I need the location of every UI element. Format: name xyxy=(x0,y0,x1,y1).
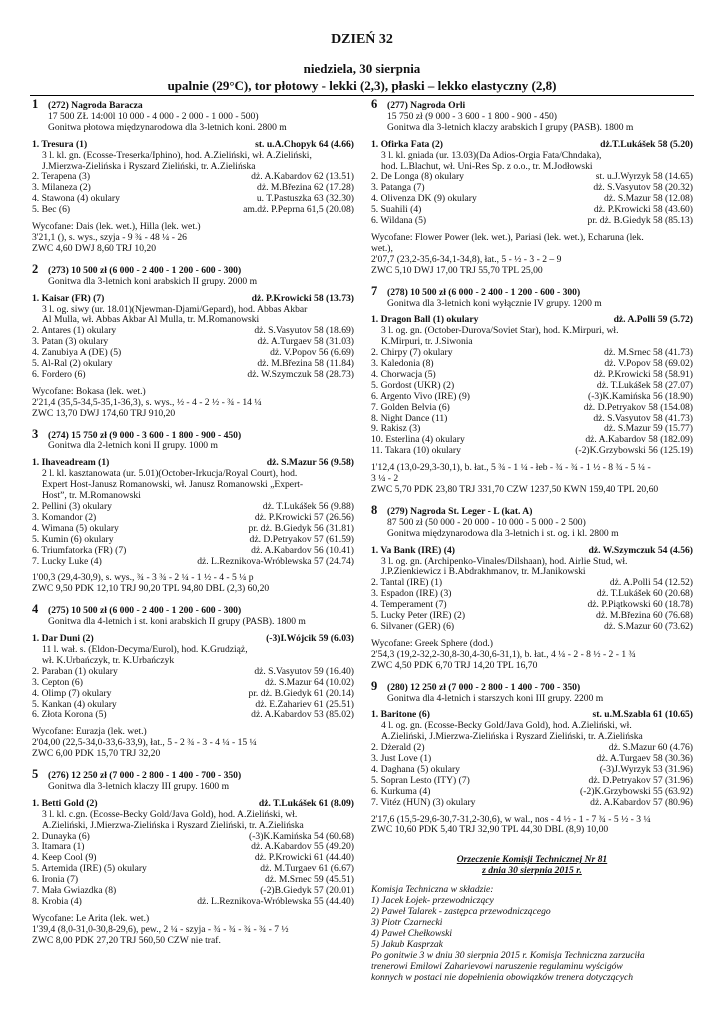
winner-description: A.Zieliński, J.Mierzwa-Zielińska i Ryszard Zieliński, tr. A.Zielińska xyxy=(42,819,304,831)
jockey-info: dż. D.Petryakov 58 (154.08) xyxy=(583,401,693,413)
result-footer-line: 1'00,3 (29,4-30,9), s. wys., ¾ - 3 ¾ - 2 ¼ - 1 ½ - 4 - 5 ¼ p xyxy=(32,572,254,584)
horse-name: 6. Kurkuma (4) xyxy=(371,785,431,797)
commission-line: 5) Jakub Kasprzak xyxy=(371,939,443,951)
jockey-info: st. u.A.Chopyk 64 (4.66) xyxy=(255,138,354,150)
horse-name: 2. Terapena (3) xyxy=(32,171,91,183)
horse-name: 4. Zanubiya A (DE) (5) xyxy=(32,347,122,359)
race-info-line: Gonitwa dla 4-letnich i starszych koni III grupy. 2200 m xyxy=(387,692,604,704)
horse-name: 5. Suahili (4) xyxy=(371,204,422,216)
horse-name: 3. Espadon (IRE) (3) xyxy=(371,588,452,600)
jockey-info: dż. L.Reznikova-Wróblewska 55 (44.40) xyxy=(197,896,354,907)
horse-name: 4. Temperament (7) xyxy=(371,599,447,611)
commission-line: trenerowi Emilowi Zaharievowi naruszenie regulaminu wyścigów xyxy=(371,961,623,973)
jockey-info: dż. S.Mazur 60 (73.62) xyxy=(604,620,693,632)
winner-description: A.Zieliński, J.Mierzwa-Zielińska i Ryszard Zieliński, tr. A.Zielińska xyxy=(381,731,643,743)
horse-name: 5. Kankan (4) okulary xyxy=(32,698,117,710)
horse-name: 2. Pellini (3) okulary xyxy=(32,501,112,512)
winner-description: Al Mulla, wł. Abbas Akbar Al Mulla, tr. M.Romanowski xyxy=(42,314,260,326)
result-footer-line: ZWC 4,60 DWJ 8,60 TRJ 10,20 xyxy=(32,242,157,254)
result-footer-line: ZWC 10,60 PDK 5,40 TRJ 32,90 TPL 44,30 DBL (8,9) 10,00 xyxy=(371,824,609,836)
header-rule xyxy=(30,95,694,96)
commission-line: konnych w postaci nie dopełnienia obowiązków trenera dotyczących xyxy=(371,972,634,984)
horse-name: 1. Ihaveadream (1) xyxy=(32,457,110,469)
horse-name: 2. Antares (1) okulary xyxy=(32,325,117,337)
jockey-info: dż. M.Srnec 59 (45.51) xyxy=(265,874,354,886)
race-header xyxy=(32,261,354,277)
race-info-line: Gonitwa dla 3-letnich koni arabskich II grupy. 2000 m xyxy=(48,275,258,287)
jockey-info: dż. M.Březina 58 (11.84) xyxy=(257,358,354,370)
jockey-info: dż. P.Krowicki 58 (13.73) xyxy=(251,292,354,304)
jockey-info: dż. D.Petryakov 57 (31.96) xyxy=(588,774,693,786)
result-footer-line: wet.), xyxy=(371,242,393,254)
race-info-line: Gonitwa dla 3-letnich klaczy III grupy. 1600 m xyxy=(48,780,230,792)
horse-name: 5. Artemida (IRE) (5) okulary xyxy=(32,863,147,875)
jockey-info: dż. M.Březina 62 (17.28) xyxy=(257,182,354,194)
right-column xyxy=(371,99,693,983)
horse-name: 2. Dunayka (6) xyxy=(32,830,90,842)
page-header xyxy=(0,32,724,94)
jockey-info: dż. A.Kabardov 62 (13.51) xyxy=(251,171,354,183)
winner-description: hod. L.Blachut, wł. Uni-Res Sp. z o.o., tr. M.Jodłowski xyxy=(381,160,593,172)
placed-row xyxy=(32,546,354,557)
horse-name: 5. Kumin (6) okulary xyxy=(32,533,114,545)
placed-row xyxy=(32,897,354,908)
race-header xyxy=(371,678,693,694)
horse-name: 4. Daghana (5) okulary xyxy=(371,763,460,775)
jockey-info: dż. S.Mazur 60 (4.76) xyxy=(608,742,693,754)
horse-name: 5. Lucky Peter (IRE) (2) xyxy=(371,610,466,622)
horse-name: 3. Patan (3) okulary xyxy=(32,336,109,348)
jockey-info: dż. A.Polli 59 (5.72) xyxy=(613,314,693,326)
race-number: 5 xyxy=(32,767,39,782)
jockey-info: (-3)I.Wójcik 59 (6.03) xyxy=(266,633,354,645)
jockey-info: dż. T.Lukášek 58 (27.07) xyxy=(596,379,693,391)
horse-name: 1. Tresura (1) xyxy=(32,138,88,150)
race-block xyxy=(32,604,354,760)
jockey-info: st. u.M.Szabla 61 (10.65) xyxy=(592,709,693,721)
result-footer-line: 1'39,4 (8,0-31,0-30,8-29,6), pew., 2 ¼ - szyja - ¾ - ¾ - ¾ - ¾ - 7 ½ xyxy=(32,923,289,935)
race-block xyxy=(32,99,354,255)
jockey-info: dż. V.Popov 58 (69.02) xyxy=(604,358,693,370)
winner-row xyxy=(371,546,693,557)
jockey-info: dż. S.Mazur 59 (15.77) xyxy=(604,423,693,435)
jockey-info: dż. P.Krowicki 61 (44.40) xyxy=(254,852,354,864)
race-block xyxy=(32,426,354,596)
horse-name: 2. Paraban (1) okulary xyxy=(32,665,118,677)
jockey-info: (-3)K.Kamińska 56 (18.90) xyxy=(588,390,693,402)
commission-line: 2) Paweł Talarek - zastępca przewodniczącego xyxy=(371,906,551,918)
result-footer-line: Wycofane: Bokasa (lek. wet.) xyxy=(32,385,146,397)
winner-description: 3 l. kl. c.gn. (Ecosse-Becky Gold/Java Gold), hod. A.Zieliński, wł. xyxy=(42,808,298,820)
horse-name: 3. Cepton (6) xyxy=(32,676,83,688)
horse-name: 1. Kaisar (FR) (7) xyxy=(32,292,105,304)
placed-row xyxy=(371,446,693,457)
horse-name: 3. Just Love (1) xyxy=(371,753,432,765)
horse-name: 5. Bec (6) xyxy=(32,204,71,216)
result-footer-line: Wycofane: Dais (lek. wet.), Hilla (lek. wet.) xyxy=(32,221,201,233)
winner-description: 3 l. og. gn. (October-Durova/Soviet Star), hod. K.Mirpuri, wł. xyxy=(381,325,619,337)
race-title: (277) Nagroda Orli xyxy=(387,100,466,111)
jockey-info: dż. S.Mazur 58 (12.08) xyxy=(604,193,693,205)
race-header xyxy=(371,283,693,299)
commission-title: Orzeczenie Komisji Technicznej Nr 81 xyxy=(456,854,608,866)
race-title: (276) 12 250 zł (7 000 - 2 800 - 1 400 - 700 - 350) xyxy=(48,770,242,782)
result-footer-line: Wycofane: Greek Sphere (dod.) xyxy=(371,637,493,649)
race-header xyxy=(32,769,354,782)
race-number: 2 xyxy=(32,261,39,276)
commission-block xyxy=(371,854,693,983)
horse-name: 3. Itamara (1) xyxy=(32,841,85,853)
race-info-line: Gonitwa dla 4-letnich i st. koni arabskich II grupy (PASB). 1800 m xyxy=(48,616,306,628)
jockey-info: dż. T.Lukášek 56 (9.88) xyxy=(262,501,354,512)
race-info-line: Gonitwa dla 3-letnich koni wyłącznie IV grupy. 1200 m xyxy=(387,297,602,309)
placed-row xyxy=(371,622,693,633)
placed-row xyxy=(371,403,693,414)
jockey-info: dż. A.Kabardov 57 (80.96) xyxy=(590,796,693,808)
result-footer-line: 3 ¼ - 2 xyxy=(371,473,399,485)
jockey-info: dż. T.Lukášek 60 (20.68) xyxy=(596,588,693,600)
jockey-info: dż. S.Vasyutov 58 (20.32) xyxy=(593,182,693,194)
race-title: (272) Nagroda Baracza xyxy=(48,100,143,111)
jockey-info: dż. S.Vasyutov 58 (18.69) xyxy=(254,325,354,337)
result-footer-line: ZWC 6,00 PDK 15,70 TRJ 32,20 xyxy=(32,748,161,760)
jockey-info: dż. P.Krowicki 58 (58.91) xyxy=(593,368,693,380)
horse-name: 3. Kaledonia (8) xyxy=(371,358,434,370)
race-info-line: 87 500 zł (50 000 - 20 000 - 10 000 - 5 000 - 2 500) xyxy=(387,516,586,528)
race-block xyxy=(371,283,693,496)
conditions-line: upalnie (29°C), tor płotowy - lekki (2,3), płaski – lekko elastyczny (2,8) xyxy=(167,78,557,93)
horse-name: 9. Rakisz (3) xyxy=(371,423,421,435)
winner-description: Host”, tr. M.Romanowski xyxy=(42,490,141,502)
result-footer-line: ZWC 4,50 PDK 6,70 TRJ 14,20 TPL 16,70 xyxy=(371,659,538,671)
result-footer-line: ZWC 5,70 PDK 23,80 TRJ 331,70 CZW 1237,50 KWN 159,40 TPL 20,60 xyxy=(371,484,659,495)
result-footer-line: Wycofane: Flower Power (lek. wet.), Pariasi (lek. wet.), Echaruna (lek. xyxy=(371,231,644,243)
jockey-info: st. u.J.Wyrzyk 58 (14.65) xyxy=(595,171,693,183)
horse-name: 4. Olivenza DK (9) okulary xyxy=(371,193,477,205)
day-title: DZIEŃ 32 xyxy=(331,32,393,47)
result-footer-line: Wycofane: Le Arita (lek. wet.) xyxy=(32,912,150,924)
horse-name: 10. Esterlina (4) okulary xyxy=(371,434,465,446)
jockey-info: dż. L.Reznikova-Wróblewska 57 (24.74) xyxy=(197,555,354,567)
horse-name: 2. Dżerald (2) xyxy=(371,742,425,754)
commission-subtitle: z dnia 30 sierpnia 2015 r. xyxy=(482,865,582,877)
winner-description: 2 l. kl. kasztanowata (ur. 5.01)(October-Irkucja/Royal Court), hod. xyxy=(42,468,298,480)
race-number: 3 xyxy=(32,426,39,441)
jockey-info: dż. P.Krowicki 57 (26.56) xyxy=(254,511,354,523)
race-title: (280) 12 250 zł (7 000 - 2 800 - 1 400 - 700 - 350) xyxy=(387,681,581,693)
race-number: 9 xyxy=(371,678,378,693)
race-info-line: 15 750 zł (9 000 - 3 600 - 1 800 - 900 - 450) xyxy=(387,110,557,122)
horse-name: 8. Night Dance (11) xyxy=(371,412,448,424)
race-info-line: Gonitwa płotowa międzynarodowa dla 3-letnich koni. 2800 m xyxy=(48,121,287,133)
result-footer-line: ZWC 9,50 PDK 12,10 TRJ 90,20 TPL 94,80 DBL (2,3) 60,20 xyxy=(32,583,270,595)
winner-description: 3 l. og. gn. (Archipenko-Vinales/Dilshaan), hod. Airlie Stud, wł. xyxy=(381,555,628,567)
jockey-info: dż. A.Kabardov 58 (182.09) xyxy=(585,434,693,446)
race-block xyxy=(32,261,354,420)
winner-description: wł. K.Urbańczyk, tr. K.Urbańczyk xyxy=(42,654,175,666)
jockey-info: dż. A.Polli 54 (12.52) xyxy=(609,577,693,589)
placed-row xyxy=(371,216,693,227)
result-footer-line: ZWC 5,10 DWJ 17,00 TRJ 55,70 TPL 25,00 xyxy=(371,264,543,276)
horse-name: 6. Wildana (5) xyxy=(371,215,427,227)
commission-line: Komisja Techniczna w składzie: xyxy=(371,884,494,896)
jockey-info: (-3)K.Kamińska 54 (60.68) xyxy=(249,830,354,842)
horse-name: 3. Patanga (7) xyxy=(371,182,425,194)
commission-line: 3) Piotr Czarnecki xyxy=(371,917,443,929)
winner-description: 3 l. kl. gniada (ur. 13.03)(Da Adios-Orgia Fata/Chndaka), xyxy=(381,149,602,161)
horse-name: 7. Vitéz (HUN) (3) okulary xyxy=(371,796,476,808)
jockey-info: dż.T.Lukášek 58 (5.20) xyxy=(600,138,693,150)
jockey-info: (-2)B.Giedyk 57 (20.01) xyxy=(260,885,354,897)
race-title: (275) 10 500 zł (6 000 - 2 400 - 1 200 - 600 - 300) xyxy=(48,605,242,617)
horse-name: 6. Fordero (6) xyxy=(32,368,86,380)
jockey-info: dż. S.Vasyutov 58 (41.73) xyxy=(593,412,693,424)
race-info-line: Gonitwa międzynarodowa dla 3-letnich i st. og. i kl. 2800 m xyxy=(387,527,619,539)
race-block xyxy=(371,678,693,837)
result-footer-line: 3'21,1 (), s. wys., szyja - 9 ¾ - 48 ¼ - 26 xyxy=(32,231,187,243)
placed-row xyxy=(32,205,354,216)
jockey-info: dż. T.Lukášek 61 (8.09) xyxy=(258,797,354,809)
winner-row xyxy=(371,140,693,151)
result-footer-line: 2'54,3 (19,2-32,2-30,8-30,4-30,6-31,1), b. łat., 4 ¼ - 2 - 8 ½ - 2 - 1 ¾ xyxy=(371,648,636,660)
jockey-info: dż. V.Popov 56 (6.69) xyxy=(270,347,354,359)
horse-name: 7. Lucky Luke (4) xyxy=(32,555,102,567)
horse-name: 4. Wimana (5) okulary xyxy=(32,522,119,534)
commission-line: Po gonitwie 3 w dniu 30 sierpnia 2015 r. Komisja Techniczna zarzuciła xyxy=(371,950,645,962)
horse-name: 2. Tantal (IRE) (1) xyxy=(371,577,443,589)
horse-name: 1. Betti Gold (2) xyxy=(32,797,98,809)
jockey-info: dż. M.Srnec 58 (41.73) xyxy=(604,347,693,359)
horse-name: 7. Golden Belvia (6) xyxy=(371,401,450,413)
race-title: (279) Nagroda St. Leger - L (kat. A) xyxy=(387,505,533,517)
horse-name: 5. Sopran Lesto (ITY) (7) xyxy=(371,774,470,786)
winner-row xyxy=(32,294,354,305)
jockey-info: dż. W.Szymczuk 54 (4.56) xyxy=(588,544,693,556)
horse-name: 11. Takara (10) okulary xyxy=(371,445,461,457)
horse-name: 6. Złota Korona (5) xyxy=(32,709,107,721)
jockey-info: dż. S.Mazur 64 (10.02) xyxy=(265,676,354,688)
winner-description: K.Mirpuri, tr. J.Siwonia xyxy=(381,336,473,348)
horse-name: 1. Ofirka Fata (2) xyxy=(371,138,443,150)
horse-name: 6. Ironia (7) xyxy=(32,874,79,886)
race-info-line: 17 500 ZŁ 14:00l 10 000 - 4 000 - 2 000 - 1 000 - 500) xyxy=(48,110,259,122)
horse-name: 4. Keep Cool (9) xyxy=(32,852,97,864)
race-title: (273) 10 500 zł (6 000 - 2 400 - 1 200 - 600 - 300) xyxy=(48,264,242,276)
jockey-info: pr. dż. B.Giedyk 61 (20.14) xyxy=(248,687,354,699)
result-footer-line: 2'21,4 (35,5-34,5-35,1-36,3), s. wys., ½ - 4 - 2 ½ - ¾ - 14 ¼ xyxy=(32,396,262,408)
jockey-info: dż. W.Szymczuk 58 (28.73) xyxy=(247,368,354,380)
race-title: (278) 10 500 zł (6 000 - 2 400 - 1 200 - 600 - 300) xyxy=(387,286,581,298)
jockey-info: (-2)K.Grzybowski 55 (63.92) xyxy=(580,785,693,797)
jockey-info: dż. A.Turgaev 58 (30.36) xyxy=(596,753,693,765)
race-number: 1 xyxy=(32,97,39,111)
race-number: 8 xyxy=(371,502,378,517)
jockey-info: dż. E.Zahariev 61 (25.51) xyxy=(255,698,354,710)
jockey-info: dż. A.Turgaev 58 (31.03) xyxy=(257,336,354,348)
left-column xyxy=(32,99,354,956)
commission-line: 4) Paweł Chełkowski xyxy=(371,928,452,940)
placed-row xyxy=(32,557,354,568)
race-number: 6 xyxy=(371,97,378,111)
horse-name: 2. Chirpy (7) okulary xyxy=(371,347,453,359)
jockey-info: dż. A.Kabardov 53 (85.02) xyxy=(251,709,354,721)
horse-name: 1. Baritone (6) xyxy=(371,709,430,721)
winner-description: J.P.Zienkiewicz i B.Abdrakhmanov, tr. M.Janikowski xyxy=(381,566,586,578)
result-footer-line: Wycofane: Eurazja (lek. wet.) xyxy=(32,726,147,738)
jockey-info: am.dż. P.Peprna 61,5 (20.08) xyxy=(243,204,354,216)
race-block xyxy=(32,769,354,947)
horse-name: 3. Komandor (2) xyxy=(32,511,97,523)
race-info-line: Gonitwa dla 2-letnich koni II grupy. 1000 m xyxy=(48,440,218,452)
jockey-info: u. T.Pastuszka 63 (32.30) xyxy=(256,193,354,205)
winner-description: 4 l. og. gn. (Ecosse-Becky Gold/Java Gold), hod. A.Zieliński, wł. xyxy=(381,720,632,732)
race-block xyxy=(371,99,693,277)
placed-row xyxy=(371,798,693,809)
race-number: 7 xyxy=(371,283,378,298)
winner-description: J.Mierzwa-Zielińska i Ryszard Zieliński, tr. A.Zielińska xyxy=(42,160,256,172)
horse-name: 2. De Longa (8) okulary xyxy=(371,171,464,183)
winner-description: 3 l. kl. gn. (Ecosse-Treserka/Iphino), hod. A.Zieliński, wł. A.Zieliński, xyxy=(42,149,312,161)
horse-name: 3. Milaneza (2) xyxy=(32,182,91,194)
jockey-info: (-3)J.Wyrzyk 53 (31.96) xyxy=(599,763,693,775)
jockey-info: dż. M.Turgaev 61 (6.67) xyxy=(260,863,354,875)
jockey-info: dż. P.Krowicki 58 (43.60) xyxy=(593,204,693,216)
race-title: (274) 15 750 zł (9 000 - 3 600 - 1 800 - 900 - 450) xyxy=(48,429,242,441)
jockey-info: dż. M.Březina 60 (76.68) xyxy=(596,610,693,622)
placed-row xyxy=(32,535,354,546)
jockey-info: dż. S.Vasyutov 59 (16.40) xyxy=(254,665,354,677)
winner-description: 11 l. wał. s. (Eldon-Decyma/Eurol), hod. K.Grudziąż, xyxy=(42,643,248,655)
result-footer-line: ZWC 13,70 DWJ 174,60 TRJ 910,20 xyxy=(32,407,176,419)
horse-name: 4. Stawona (4) okulary xyxy=(32,193,120,205)
jockey-info: dż. P.Piątkowski 60 (18.78) xyxy=(587,599,693,611)
horse-name: 1. Dar Duni (2) xyxy=(32,633,94,645)
jockey-info: (-2)K.Grzybowski 56 (125.19) xyxy=(575,445,693,457)
horse-name: 6. Silvaner (GER) (6) xyxy=(371,620,455,632)
jockey-info: dż. A.Kabardov 55 (49.20) xyxy=(251,841,354,853)
horse-name: 7. Mała Gwiazdka (8) xyxy=(32,885,117,897)
winner-description: Expert Host-Janusz Romanowski, wł. Janusz Romanowski „Expert- xyxy=(42,479,304,491)
horse-name: 8. Krobia (4) xyxy=(32,896,82,907)
horse-name: 1. Va Bank (IRE) (4) xyxy=(371,544,455,556)
horse-name: 5. Al-Ral (2) okulary xyxy=(32,358,113,370)
placed-row xyxy=(32,710,354,721)
jockey-info: dż. D.Petryakov 57 (61.59) xyxy=(249,533,354,545)
horse-name: 1. Dragon Ball (1) okulary xyxy=(371,314,479,326)
result-footer-line: 1'12,4 (13,0-29,3-30,1), b. łat., 5 ¾ - 1 ¼ - łeb - ¾ - ¾ - 1 ½ - 8 ¾ - 5 ¼ - xyxy=(371,462,651,474)
commission-line: 1) Jacek Łojek- przewodniczący xyxy=(371,895,494,907)
result-footer-line: 2'07,7 (23,2-35,6-34,1-34,8), łat., 5 - ½ - 3 - 2 – 9 xyxy=(371,253,562,265)
jockey-info: dż. S.Mazur 56 (9.58) xyxy=(266,457,354,469)
result-footer-line: ZWC 8,00 PDK 27,20 TRJ 560,50 CZW nie traf. xyxy=(32,934,221,946)
race-header xyxy=(371,502,693,518)
horse-name: 6. Argento Vivo (IRE) (9) xyxy=(371,390,470,402)
race-block xyxy=(371,502,693,672)
winner-description: 3 l. og. siwy (ur. 18.01)(Njewman-Djami/Gepard), hod. Abbas Akbar xyxy=(42,303,308,315)
race-info-line: Gonitwa dla 3-letnich klaczy arabskich I grupy (PASB). 1800 m xyxy=(387,121,634,133)
race-header xyxy=(32,99,354,112)
jockey-info: pr. dż. B.Giedyk 56 (31.81) xyxy=(248,522,354,534)
jockey-info: dż. A.Kabardov 56 (10.41) xyxy=(251,544,354,556)
result-footer-line: 2'04,00 (22,5-34,0-33,6-33,9), łat., 5 - 2 ¾ - 3 - 4 ¼ - 15 ¼ xyxy=(32,737,257,749)
horse-name: 4. Olimp (7) okulary xyxy=(32,687,112,699)
placed-row xyxy=(32,689,354,700)
horse-name: 6. Triumfatorka (FR) (7) xyxy=(32,544,127,556)
result-footer-line: 2'17,6 (15,5-29,6-30,7-31,2-30,6), w wal., nos - 4 ½ - 1 - 7 ¾ - 5 ½ - 3 ¼ xyxy=(371,813,651,825)
race-header xyxy=(371,99,693,112)
winner-row xyxy=(32,140,354,151)
date-line: niedziela, 30 sierpnia xyxy=(303,61,421,76)
placed-row xyxy=(32,678,354,689)
horse-name: 5. Gordost (UKR) (2) xyxy=(371,379,455,391)
race-number: 4 xyxy=(32,602,39,617)
placed-row xyxy=(32,370,354,381)
jockey-info: pr. dż. B.Giedyk 58 (85.13) xyxy=(587,215,693,227)
horse-name: 4. Chorwacja (5) xyxy=(371,368,436,380)
